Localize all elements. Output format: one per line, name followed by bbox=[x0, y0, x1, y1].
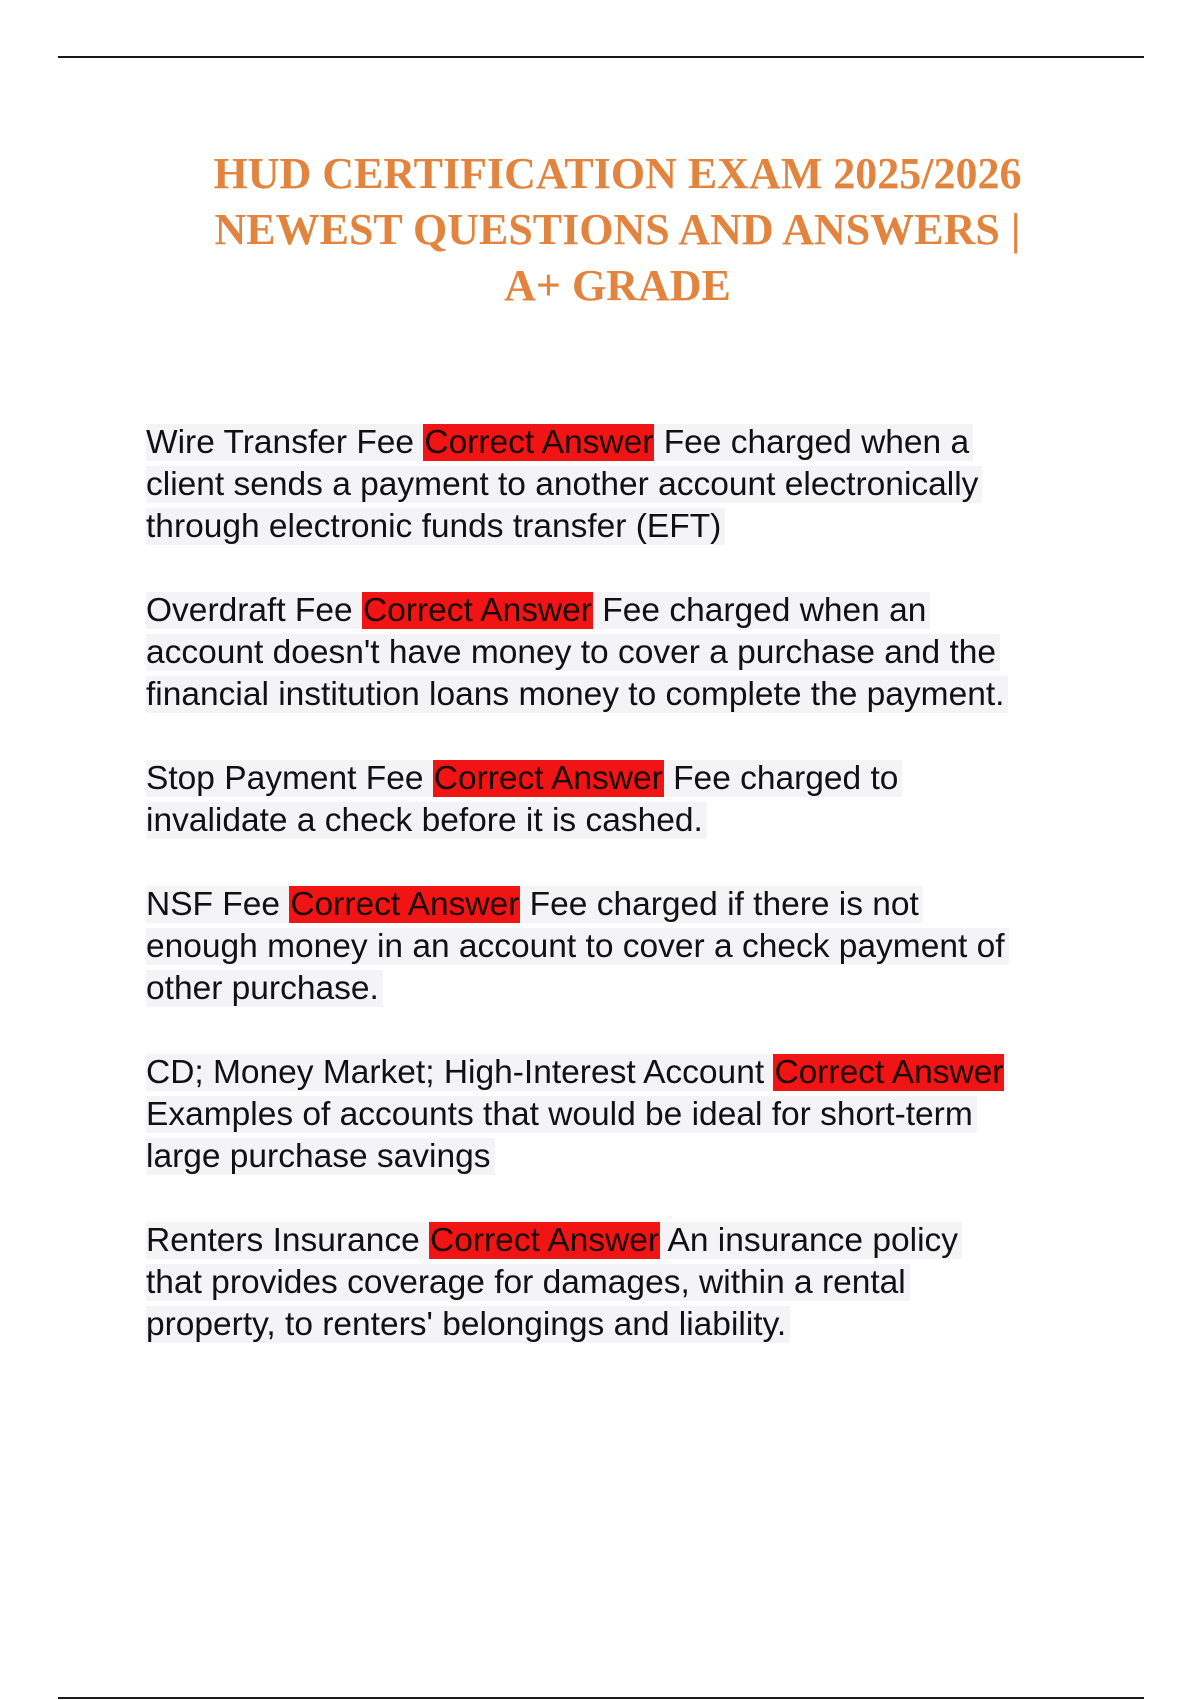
title-line-2: NEWEST QUESTIONS AND ANSWERS | bbox=[214, 205, 1021, 254]
title-line-1: HUD CERTIFICATION EXAM 2025/2026 bbox=[213, 149, 1022, 198]
qa-answer-text: Fee charged if there is not bbox=[529, 886, 919, 923]
qa-item-renters-insurance bbox=[146, 1220, 1086, 1346]
qa-answer-text: Fee charged to bbox=[673, 760, 899, 797]
qa-answer-text: client sends a payment to another account electronically bbox=[146, 466, 982, 503]
qa-line bbox=[146, 422, 1086, 464]
qa-answer-text: Fee charged when an bbox=[602, 592, 927, 629]
correct-answer-tag: Correct Answer bbox=[290, 886, 520, 923]
qa-line bbox=[146, 674, 1086, 716]
qa-line bbox=[146, 1052, 1086, 1094]
qa-line bbox=[146, 1220, 1086, 1262]
qa-item-nsf-fee bbox=[146, 884, 1086, 1010]
qa-line bbox=[146, 1262, 1086, 1304]
correct-answer-tag: Correct Answer bbox=[774, 1054, 1004, 1091]
qa-list bbox=[146, 422, 1086, 1388]
qa-item-stop-payment-fee bbox=[146, 758, 1086, 842]
qa-line bbox=[146, 758, 1086, 800]
qa-term: Renters Insurance bbox=[146, 1222, 420, 1259]
qa-answer-text: property, to renters' belongings and liability. bbox=[146, 1306, 790, 1343]
qa-line bbox=[146, 884, 1086, 926]
qa-line bbox=[146, 968, 1086, 1010]
qa-line bbox=[146, 506, 1086, 548]
qa-answer-text: financial institution loans money to complete the payment. bbox=[146, 676, 1008, 713]
qa-term: Overdraft Fee bbox=[146, 592, 353, 629]
qa-answer-text: through electronic funds transfer (EFT) bbox=[146, 508, 725, 545]
qa-answer-text: Fee charged when a bbox=[663, 424, 970, 461]
qa-line bbox=[146, 926, 1086, 968]
qa-answer-text: enough money in an account to cover a check payment of bbox=[146, 928, 1009, 965]
correct-answer-tag: Correct Answer bbox=[433, 760, 663, 797]
qa-item-savings-accounts bbox=[146, 1052, 1086, 1178]
qa-line bbox=[146, 464, 1086, 506]
correct-answer-tag: Correct Answer bbox=[424, 424, 654, 461]
correct-answer-tag: Correct Answer bbox=[362, 592, 592, 629]
top-rule bbox=[58, 56, 1144, 58]
bottom-rule bbox=[58, 1697, 1144, 1699]
qa-term: NSF Fee bbox=[146, 886, 281, 923]
qa-line bbox=[146, 1304, 1086, 1346]
qa-item-wire-transfer-fee bbox=[146, 422, 1086, 548]
qa-item-overdraft-fee bbox=[146, 590, 1086, 716]
qa-term: Wire Transfer Fee bbox=[146, 424, 415, 461]
qa-answer-text: invalidate a check before it is cashed. bbox=[146, 802, 707, 839]
document-title bbox=[120, 146, 1115, 314]
qa-answer-text: Examples of accounts that would be ideal for short-term bbox=[146, 1096, 977, 1133]
qa-line bbox=[146, 800, 1086, 842]
title-line-3: A+ GRADE bbox=[504, 261, 731, 310]
qa-term: Stop Payment Fee bbox=[146, 760, 424, 797]
qa-line bbox=[146, 1136, 1086, 1178]
qa-answer-text: other purchase. bbox=[146, 970, 383, 1007]
qa-line bbox=[146, 590, 1086, 632]
correct-answer-tag: Correct Answer bbox=[430, 1222, 660, 1259]
qa-answer-text: large purchase savings bbox=[146, 1138, 495, 1175]
qa-line bbox=[146, 1094, 1086, 1136]
qa-answer-text: account doesn't have money to cover a purchase and the bbox=[146, 634, 1000, 671]
qa-answer-text: that provides coverage for damages, within a rental bbox=[146, 1264, 910, 1301]
qa-term: CD; Money Market; High-Interest Account bbox=[146, 1054, 765, 1091]
qa-answer-text: An insurance policy bbox=[667, 1222, 959, 1259]
qa-line bbox=[146, 632, 1086, 674]
